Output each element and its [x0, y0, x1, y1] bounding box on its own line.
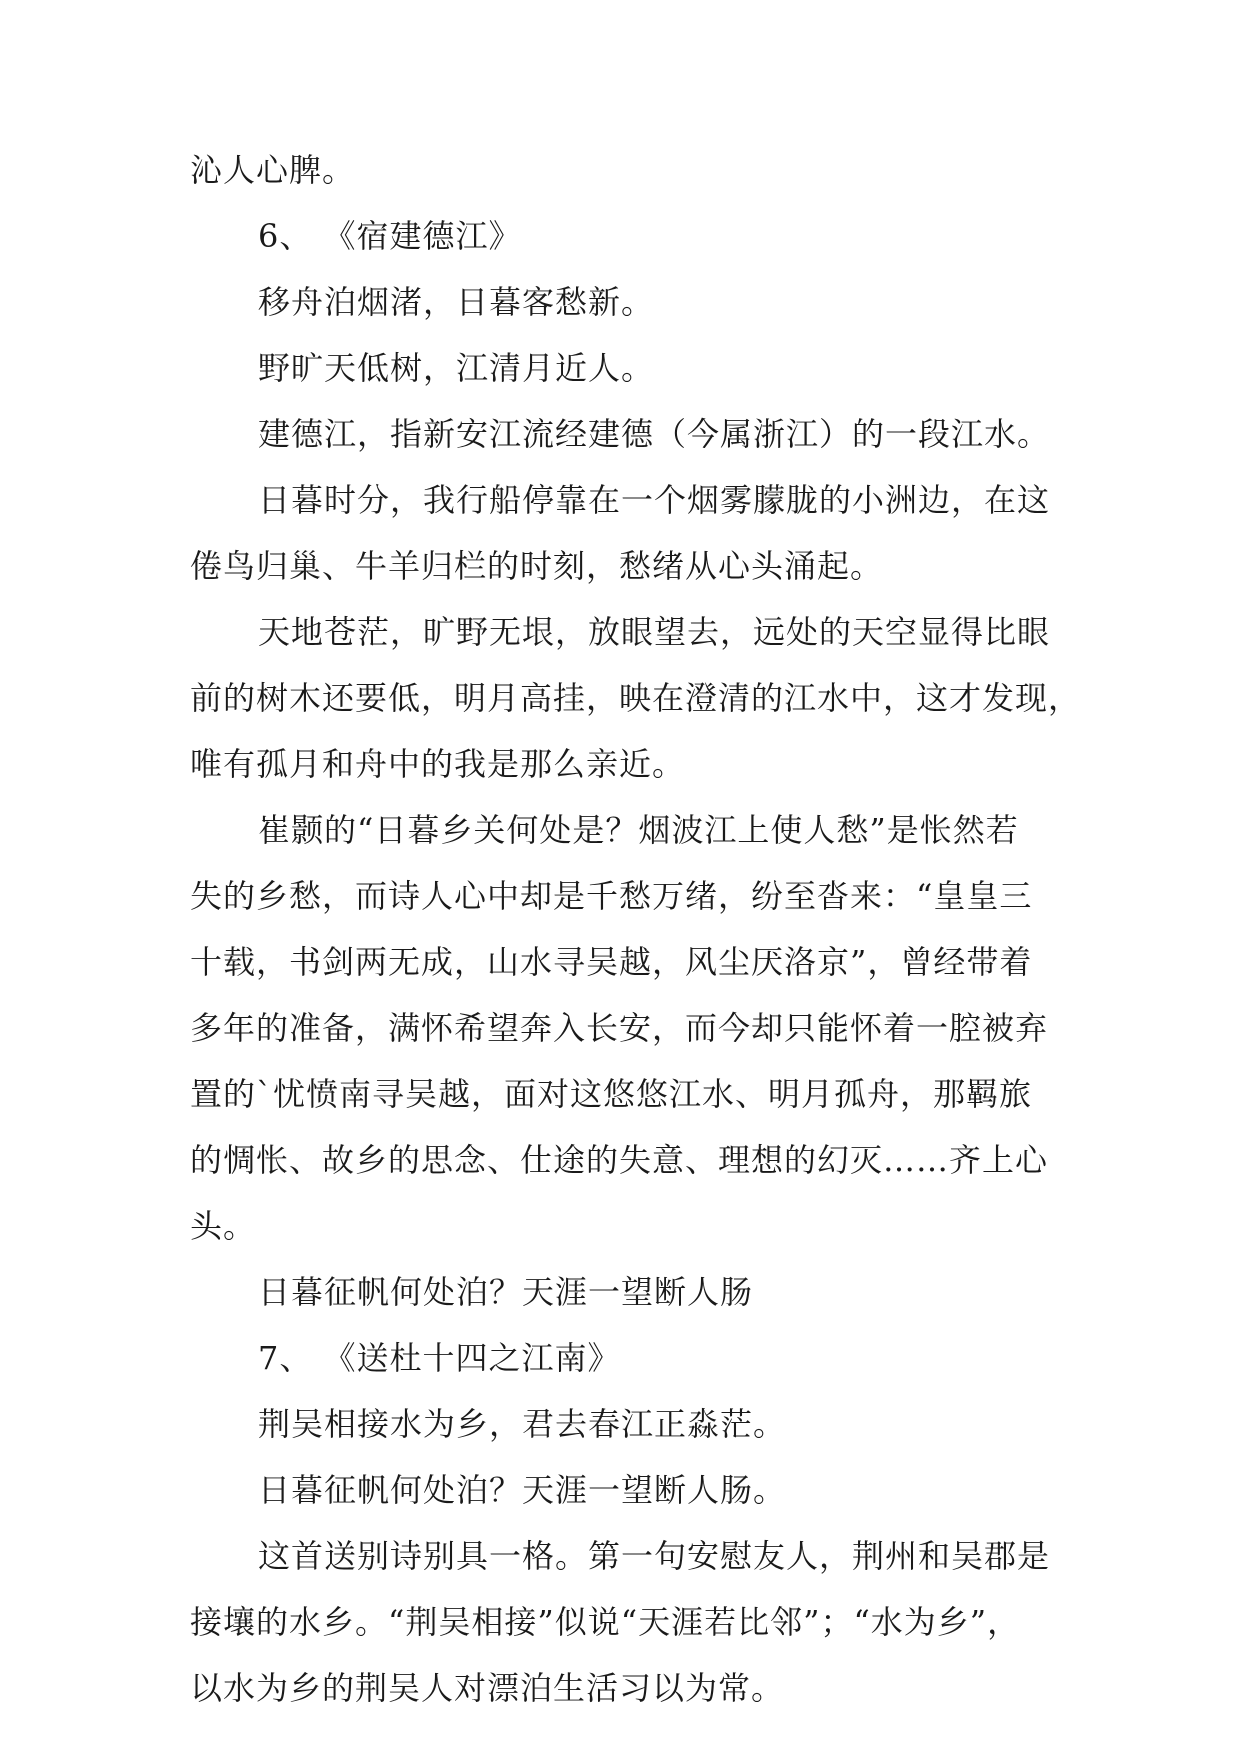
- text-line: 多年的准备，满怀希望奔入长安，而今却只能怀着一腔被弃: [190, 1009, 1049, 1047]
- text-line: 置的`忧愤南寻吴越，面对这悠悠江水、明月孤舟，那羁旅: [190, 1075, 1033, 1113]
- text-line: 失的乡愁，而诗人心中却是千愁万绪，纷至沓来：“皇皇三: [190, 877, 1033, 915]
- text-line: 的惆怅、故乡的思念、仕途的失意、理想的幻灭……齐上心: [190, 1141, 1049, 1179]
- poem-line: 野旷天低树，江清月近人。: [258, 349, 655, 387]
- text-line: 前的树木还要低，明月高挂，映在澄清的江水中，这才发现，: [190, 679, 1082, 717]
- text-line: 沁人心脾。: [190, 151, 356, 189]
- poem-line: 移舟泊烟渚，日暮客愁新。: [258, 283, 655, 321]
- poem-line: 日暮征帆何处泊？天涯一望断人肠。: [258, 1471, 787, 1509]
- text-line: 日暮征帆何处泊？天涯一望断人肠: [258, 1273, 754, 1311]
- text-line: 崔颢的“日暮乡关何处是？烟波江上使人愁”是怅然若: [258, 811, 1019, 849]
- text-line: 这首送别诗别具一格。第一句安慰友人，荆州和吴郡是: [258, 1537, 1051, 1575]
- text-line: 天地苍茫，旷野无垠，放眼望去，远处的天空显得比眼: [258, 613, 1051, 651]
- text-line: 十载，书剑两无成，山水寻吴越，风尘厌洛京”，曾经带着: [190, 943, 1033, 981]
- text-line: 唯有孤月和舟中的我是那么亲近。: [190, 745, 686, 783]
- text-line: 以水为乡的荆吴人对漂泊生活习以为常。: [190, 1669, 785, 1707]
- text-line: 头。: [190, 1207, 257, 1245]
- text-line: 建德江，指新安江流经建德（今属浙江）的一段江水。: [258, 415, 1051, 453]
- poem-line: 荆吴相接水为乡，君去春江正淼茫。: [258, 1405, 787, 1443]
- section-heading: 6、 《宿建德江》: [258, 217, 522, 255]
- text-line: 日暮时分，我行船停靠在一个烟雾朦胧的小洲边，在这: [258, 481, 1051, 519]
- text-line: 倦鸟归巢、牛羊归栏的时刻，愁绪从心头涌起。: [190, 547, 884, 585]
- section-heading: 7、 《送杜十四之江南》: [258, 1339, 621, 1377]
- text-line: 接壤的水乡。“荆吴相接”似说“天涯若比邻”；“水为乡”，: [190, 1603, 1021, 1641]
